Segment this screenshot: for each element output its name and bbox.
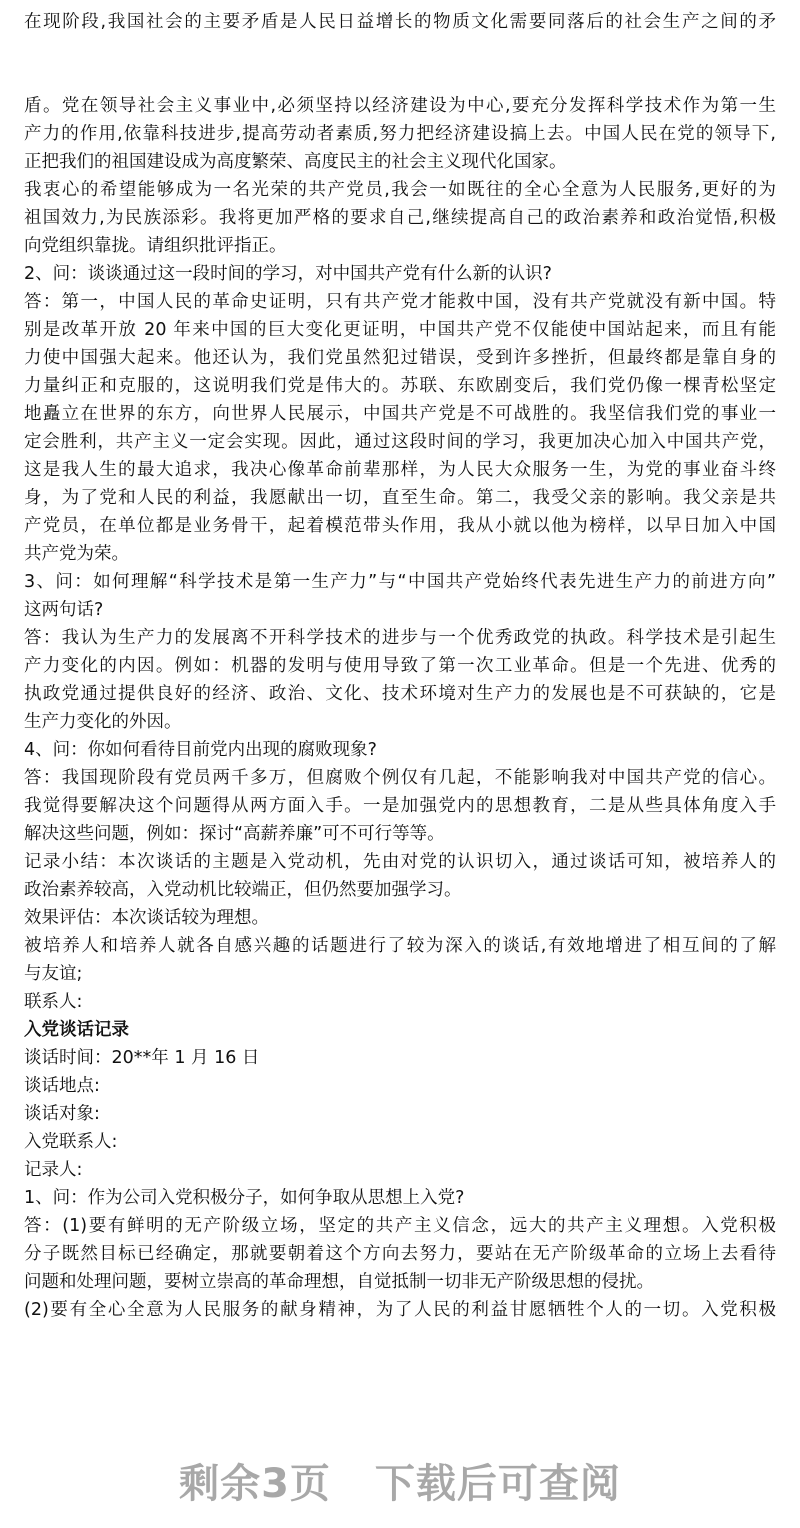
text-line: 身，为了党和人民的利益，我愿献出一切，直至生命。第二，我受父亲的影响。我父亲是共	[24, 488, 776, 508]
text-line: 我衷心的希望能够成为一名光荣的共产党员,我会一如既往的全心全意为人民服务,更好的为	[24, 180, 776, 200]
text-line: 1、问：作为公司入党积极分子，如何争取从思想上入党?	[24, 1188, 465, 1208]
text-line: 解决这些问题，例如：探讨“高薪养廉”可不可行等等。	[24, 824, 445, 844]
text-line: 与友谊;	[24, 964, 83, 984]
text-line: 入党联系人:	[24, 1132, 118, 1152]
text-line: 这是我人生的最大追求，我决心像革命前辈那样，为人民大众服务一生，为党的事业奋斗终	[24, 460, 776, 480]
text-line: 力使中国强大起来。他还认为，我们党虽然犯过错误，受到许多挫折，但最终都是靠自身的	[24, 348, 776, 368]
download-prompt-text[interactable]: 下载后可查阅	[374, 1461, 621, 1507]
text-line: 盾。党在领导社会主义事业中,必须坚持以经济建设为中心,要充分发挥科学技术作为第一生	[24, 96, 776, 116]
text-line: 分子既然目标已经确定，那就要朝着这个方向去努力，要站在无产阶级革命的立场上去看待	[24, 1244, 776, 1264]
text-line: 力量纠正和克服的，这说明我们党是伟大的。苏联、东欧剧变后，我们党仍像一棵青松坚定	[24, 376, 776, 396]
text-line: 产力的作用,依靠科技进步,提高劳动者素质,努力把经济建设搞上去。中国人民在党的领导下,	[24, 124, 776, 144]
text-line: 4、问：你如何看待目前党内出现的腐败现象?	[24, 740, 377, 760]
text-line: 祖国效力,为民族添彩。我将更加严格的要求自己,继续提高自己的政治素养和政治觉悟,积极	[24, 208, 776, 228]
text-line: 谈话时间：20**年 1 月 16 日	[24, 1048, 260, 1068]
paragraph-lines	[24, 92, 776, 1324]
text-line: 别是改革开放 20 年来中国的巨大变化更证明，中国共产党不仅能使中国站起来，而且有能	[24, 320, 776, 340]
text-line: 记录人:	[24, 1160, 83, 1180]
text-line: 正把我们的祖国建设成为高度繁荣、高度民主的社会主义现代化国家。	[24, 152, 567, 172]
text-line: 在现阶段,我国社会的主要矛盾是人民日益增长的物质文化需要同落后的社会生产之间的矛	[24, 12, 776, 32]
text-line: 答：我认为生产力的发展离不开科学技术的进步与一个优秀政党的执政。科学技术是引起生	[24, 628, 776, 648]
text-line: 政治素养较高，入党动机比较端正，但仍然要加强学习。	[24, 880, 462, 900]
text-line: 定会胜利，共产主义一定会实现。因此，通过这段时间的学习，我更加决心加入中国共产党，	[24, 432, 776, 452]
text-line: 地矗立在世界的东方，向世界人民展示，中国共产党是不可战胜的。我坚信我们党的事业一	[24, 404, 776, 424]
remaining-pages-text: 剩余3页	[179, 1461, 331, 1507]
text-line: 我觉得要解决这个问题得从两方面入手。一是加强党内的思想教育，二是从些具体角度入手	[24, 796, 776, 816]
text-line: 答：第一，中国人民的革命史证明，只有共产党才能救中国，没有共产党就没有新中国。特	[24, 292, 776, 312]
text-line: 答：我国现阶段有党员两千多万，但腐败个例仅有几起，不能影响我对中国共产党的信心。	[24, 768, 776, 788]
text-line: 生产力变化的外因。	[24, 712, 182, 732]
text-line: 共产党为荣。	[24, 544, 129, 564]
text-line: (2)要有全心全意为人民服务的献身精神，为了人民的利益甘愿牺牲个人的一切。入党积极	[24, 1300, 776, 1320]
text-line: 3、问：如何理解“科学技术是第一生产力”与“中国共产党始终代表先进生产力的前进方向”	[24, 572, 776, 592]
text-line: 谈话对象:	[24, 1104, 100, 1124]
text-line: 产力变化的内因。例如：机器的发明与使用导致了第一次工业革命。但是一个先进、优秀的	[24, 656, 776, 676]
text-line: 执政党通过提供良好的经济、政治、文化、技术环境对生产力的发展也是不可获缺的，它是	[24, 684, 776, 704]
text-line: 联系人:	[24, 992, 83, 1012]
text-line: 答：(1)要有鲜明的无产阶级立场，坚定的共产主义信念，远大的共产主义理想。入党积极	[24, 1216, 776, 1236]
text-line: 问题和处理问题，要树立崇高的革命理想，自觉抵制一切非无产阶级思想的侵扰。	[24, 1272, 654, 1292]
text-line: 向党组织靠拢。请组织批评指正。	[24, 236, 287, 256]
section-heading: 入党谈话记录	[24, 1020, 129, 1040]
text-line: 这两句话?	[24, 600, 104, 620]
text-line: 效果评估：本次谈话较为理想。	[24, 908, 269, 928]
text-line: 记录小结：本次谈话的主题是入党动机，先由对党的认识切入，通过谈话可知，被培养人的	[24, 852, 776, 872]
text-line: 谈话地点:	[24, 1076, 100, 1096]
document-body	[24, 8, 776, 1324]
text-line: 被培养人和培养人就各自感兴趣的话题进行了较为深入的谈话,有效地增进了相互间的了解	[24, 936, 776, 956]
text-line: 产党员，在单位都是业务骨干，起着模范带头作用，我从小就以他为榜样，以早日加入中国	[24, 516, 776, 536]
text-line: 2、问：谈谈通过这一段时间的学习，对中国共产党有什么新的认识?	[24, 264, 552, 284]
download-banner[interactable]	[0, 1452, 800, 1509]
